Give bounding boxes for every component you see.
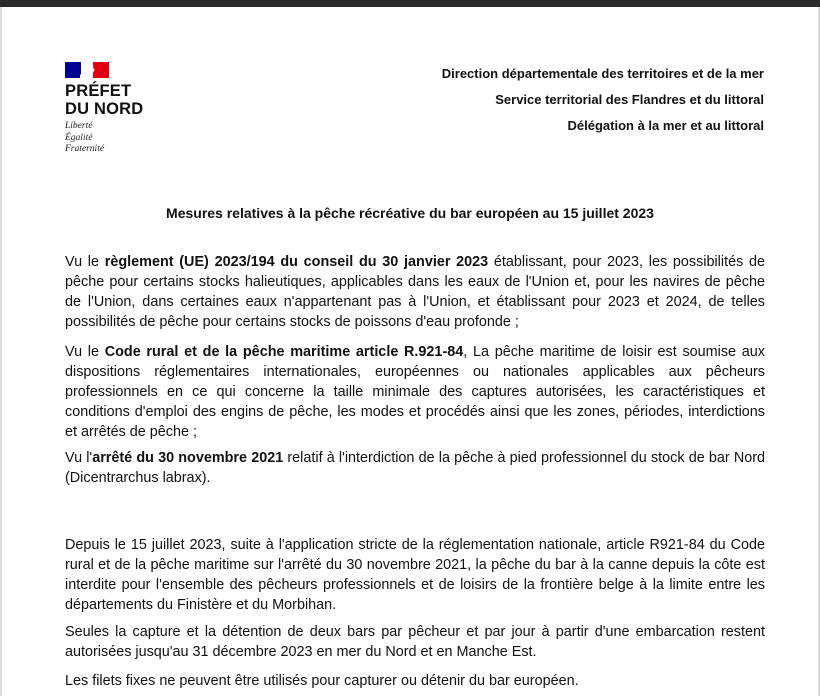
marianne-flag-icon bbox=[65, 62, 109, 78]
p3-lead: Vu l' bbox=[65, 450, 93, 466]
p2-body: , La pêche maritime de loisir est soumise aux dispositions réglementaires internationales, européennes ou nationales applicables aux pêcheurs professionnels en ce qui concerne la taille minimale des captures autorisées, les caractéristiques et conditions d'emploi des engins de pêche, les modes et procédés ainsi que les zones, périodes, interdictions et arrêtés de pêche ; bbox=[65, 344, 765, 440]
devise bbox=[65, 121, 185, 156]
window-top-bar bbox=[0, 0, 820, 7]
p3-body: relatif à l'interdiction de la pêche à pied professionnel du stock de bar Nord (Dicentrarchus labrax). bbox=[65, 450, 766, 486]
paragraph-reglement-ue bbox=[65, 252, 765, 332]
logo-line-du-nord: DU NORD bbox=[65, 100, 144, 118]
p3-reference: arrêté du 30 novembre 2021 bbox=[92, 450, 284, 466]
paragraph-capture-embarcation: Seules la capture et la détention de deux bars par pêcheur et par jour à partir d'une embarcation restent autorisées jusqu'au 31 décembre 2023 en mer du Nord et en Manche Est. bbox=[65, 624, 765, 660]
logo-line-prefet: PRÉFET bbox=[65, 82, 132, 100]
p1-body: établissant, pour 2023, les possibilités de pêche pour certains stocks halieutiques, applicables dans les eaux de l'Union et, pour les navires de pêche de l'Union, dans certaines eaux n'appartenant pas à l'Union, et établissant pour 2023 et 2024, de telles possibilités de pêche pour certains stocks de poissons d'eau profonde ; bbox=[65, 254, 766, 330]
paragraph-arrete bbox=[65, 448, 765, 488]
paragraph-filets-fixes: Les filets fixes ne peuvent être utilisés pour capturer ou détenir du bar européen. bbox=[65, 673, 579, 689]
header-line-direction: Direction départementale des territoires et de la mer bbox=[441, 66, 764, 81]
p2-reference: Code rural et de la pêche maritime article R.921-84 bbox=[104, 344, 464, 360]
paragraph-interdiction-canne: Depuis le 15 juillet 2023, suite à l'application stricte de la réglementation nationale, article R921-84 du Code rural et de la pêche maritime sur l'arrêté du 30 novembre 2021, la pêche du bar à la canne depuis la côte est interdite pour l'ensemble des pêcheurs professionnels et de loisirs de la frontière belge à la limite entre les départements du Finistère et du Morbihan. bbox=[65, 537, 765, 613]
paragraph-code-rural bbox=[65, 342, 765, 442]
header-line-delegation: Délégation à la mer et au littoral bbox=[567, 118, 764, 133]
devise-egalite: Égalité bbox=[65, 132, 93, 143]
header-line-service: Service territorial des Flandres et du littoral bbox=[495, 92, 764, 107]
prefet-logo bbox=[65, 62, 185, 156]
p1-lead: Vu le bbox=[65, 254, 105, 270]
p2-lead: Vu le bbox=[65, 344, 105, 360]
devise-liberte: Liberté bbox=[65, 121, 93, 131]
devise-fraternite: Fraternité bbox=[65, 144, 105, 154]
document-title: Mesures relatives à la pêche récréative du bar européen au 15 juillet 2023 bbox=[166, 205, 654, 221]
page-left-edge bbox=[0, 7, 2, 696]
header-service-lines bbox=[304, 64, 764, 142]
p1-reference: règlement (UE) 2023/194 du conseil du 30 janvier 2023 bbox=[104, 254, 489, 270]
